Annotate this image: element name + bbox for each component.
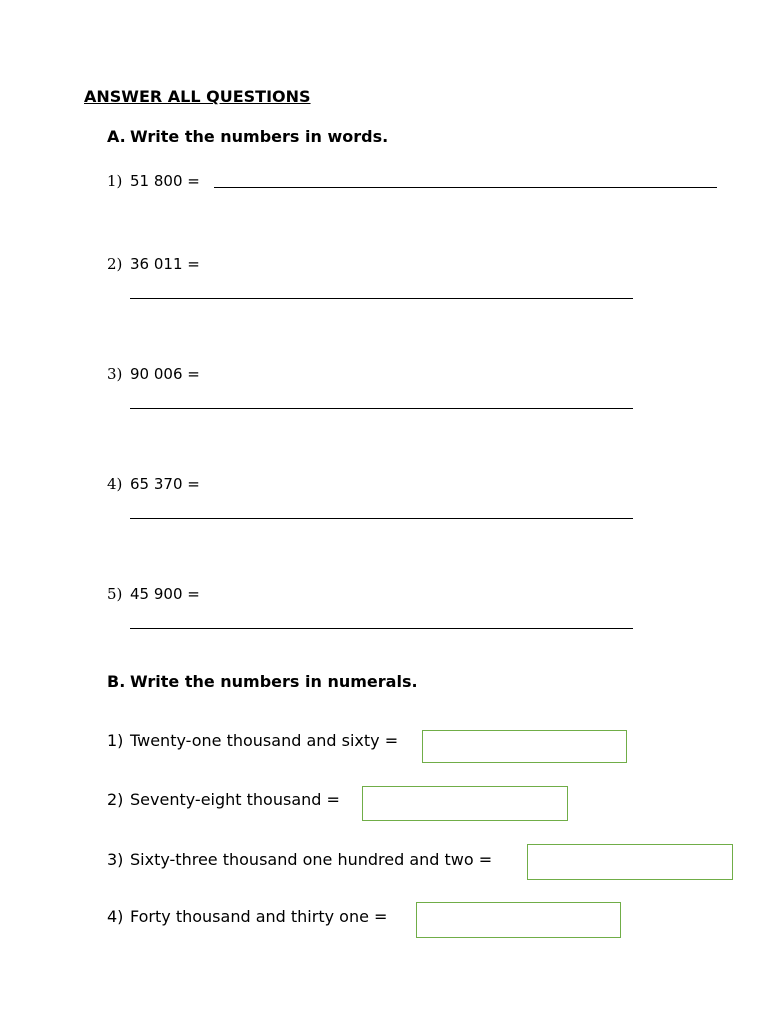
section-b-letter: B. — [107, 672, 126, 691]
answer-box-b2[interactable] — [362, 786, 568, 821]
question-number: 5) — [107, 585, 123, 603]
question-value: 51 800 = — [130, 172, 200, 190]
question-number: 3) — [107, 850, 124, 869]
page-title: ANSWER ALL QUESTIONS — [84, 87, 311, 106]
answer-line-a1[interactable] — [214, 187, 717, 188]
section-b-heading-text: Write the numbers in numerals. — [130, 672, 418, 691]
answer-box-b3[interactable] — [527, 844, 733, 880]
question-text: Seventy-eight thousand = — [130, 790, 340, 809]
answer-box-b4[interactable] — [416, 902, 621, 938]
question-value: 36 011 = — [130, 255, 200, 273]
question-number: 2) — [107, 790, 124, 809]
question-number: 4) — [107, 907, 124, 926]
answer-line-a2[interactable] — [130, 298, 633, 299]
question-a3 — [107, 365, 200, 383]
question-text: Sixty-three thousand one hundred and two = — [130, 850, 493, 869]
question-number: 2) — [107, 255, 123, 273]
section-a-letter: A. — [107, 127, 126, 146]
question-number: 1) — [107, 731, 124, 750]
question-a5 — [107, 585, 200, 603]
answer-line-a3[interactable] — [130, 408, 633, 409]
question-value: 45 900 = — [130, 585, 200, 603]
section-a-heading — [107, 127, 388, 146]
question-b4 — [107, 907, 387, 926]
question-number: 3) — [107, 365, 123, 383]
answer-box-b1[interactable] — [422, 730, 627, 763]
question-value: 90 006 = — [130, 365, 200, 383]
question-text: Forty thousand and thirty one = — [130, 907, 388, 926]
question-b1 — [107, 731, 398, 750]
answer-line-a5[interactable] — [130, 628, 633, 629]
question-a4 — [107, 475, 200, 493]
question-text: Twenty-one thousand and sixty = — [130, 731, 399, 750]
question-number: 4) — [107, 475, 123, 493]
answer-line-a4[interactable] — [130, 518, 633, 519]
question-b2 — [107, 790, 340, 809]
question-a1 — [107, 172, 200, 190]
section-a-heading-text: Write the numbers in words. — [130, 127, 389, 146]
question-value: 65 370 = — [130, 475, 200, 493]
question-a2 — [107, 255, 200, 273]
question-b3 — [107, 850, 492, 869]
section-b-heading — [107, 672, 418, 691]
question-number: 1) — [107, 172, 123, 190]
